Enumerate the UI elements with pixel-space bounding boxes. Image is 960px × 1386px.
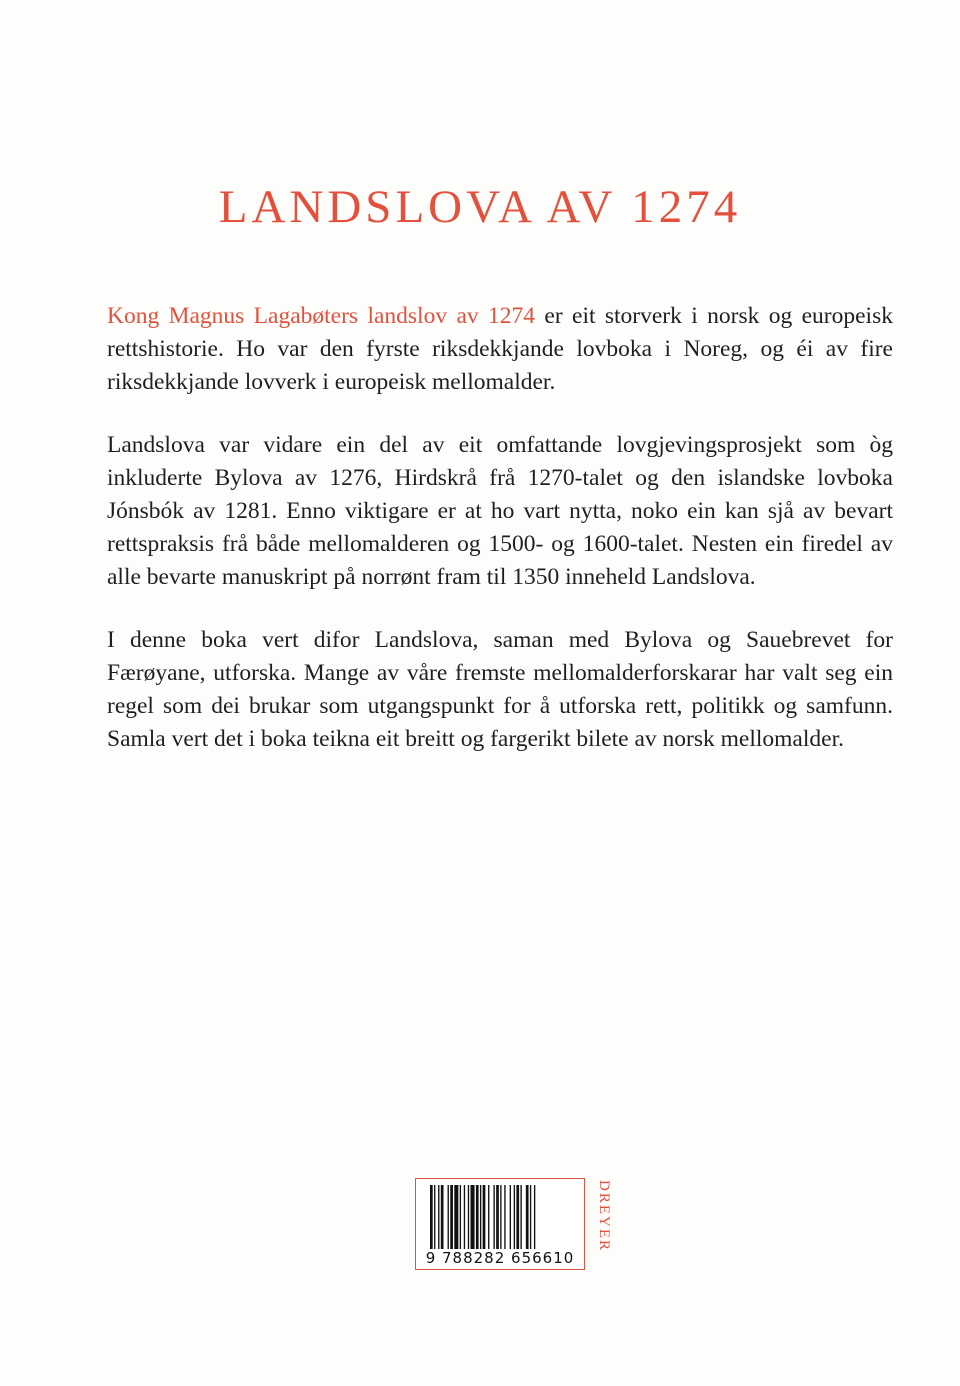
barcode-bar bbox=[460, 1185, 461, 1249]
barcode-bar bbox=[493, 1185, 494, 1249]
paragraph-text: I denne boka vert difor Landslova, saman med Bylova og Sauebrevet for Færøyane, utforska. Mange av våre fremste mellomalderforskarar har valt seg ein regel som dei brukar som utgangspunkt for å utforska rett, politikk og samfunn. Samla vert det i boka teikna eit breitt og fargerikt bilete av norsk mellomalder. bbox=[107, 627, 893, 752]
publisher-logo: DREYER bbox=[596, 1180, 612, 1252]
barcode-bar bbox=[526, 1185, 529, 1249]
barcode-bar bbox=[496, 1185, 499, 1249]
barcode-bar bbox=[480, 1185, 481, 1249]
barcode-bar bbox=[500, 1185, 501, 1249]
paragraph-1 bbox=[107, 300, 893, 399]
barcode-bar bbox=[468, 1185, 469, 1249]
barcode-bar bbox=[476, 1185, 479, 1249]
back-cover-text bbox=[107, 300, 893, 786]
barcode-bar bbox=[448, 1185, 449, 1249]
barcode-bar bbox=[520, 1185, 521, 1249]
barcode-bar bbox=[471, 1185, 475, 1249]
paragraph-2 bbox=[107, 429, 893, 594]
barcode-bar bbox=[430, 1185, 433, 1249]
barcode-bar bbox=[434, 1185, 435, 1249]
paragraph-3 bbox=[107, 624, 893, 756]
barcode-bar bbox=[510, 1185, 511, 1249]
barcode-bar bbox=[534, 1185, 535, 1249]
isbn-number: 9 788282 656610 bbox=[425, 1249, 575, 1267]
isbn-barcode bbox=[415, 1178, 585, 1270]
barcode-bar bbox=[438, 1185, 439, 1249]
barcode-bar bbox=[441, 1185, 444, 1249]
paragraph-text: er eit storverk i norsk og europeisk rettshistorie. Ho var den fyrste riksdekkjande lovboka i Noreg, og éi av fire riksdekkjande lovverk i europeisk mellomalder. bbox=[107, 303, 893, 395]
barcode-bar bbox=[516, 1185, 519, 1249]
barcode-bar bbox=[504, 1185, 505, 1249]
barcode-bar bbox=[454, 1185, 458, 1249]
book-title: LANDSLOVA AV 1274 bbox=[218, 181, 742, 233]
barcode-bar bbox=[483, 1185, 486, 1249]
barcode-bar bbox=[530, 1185, 531, 1249]
paragraph-text: Landslova var vidare ein del av eit omfattande lovgjevingsprosjekt som òg inkluderte Bylova av 1276, Hirdskrå frå 1270-talet og den islandske lovboka Jónsbók av 1281. Enno viktigare er at ho vart nytta, noko ein kan sjå av bevart rettspraksis frå både mellomalderen og 1500- og 1600-talet. Nesten ein firedel av alle bevarte manuskript på norrønt fram til 1350 inneheld Landslova. bbox=[107, 432, 893, 590]
barcode-bar bbox=[488, 1185, 489, 1249]
barcode-bar bbox=[464, 1185, 465, 1249]
barcode-bar bbox=[450, 1185, 453, 1249]
barcode-bar bbox=[514, 1185, 515, 1249]
paragraph-lead: Kong Magnus Lagabøters landslov av 1274 bbox=[107, 303, 536, 329]
